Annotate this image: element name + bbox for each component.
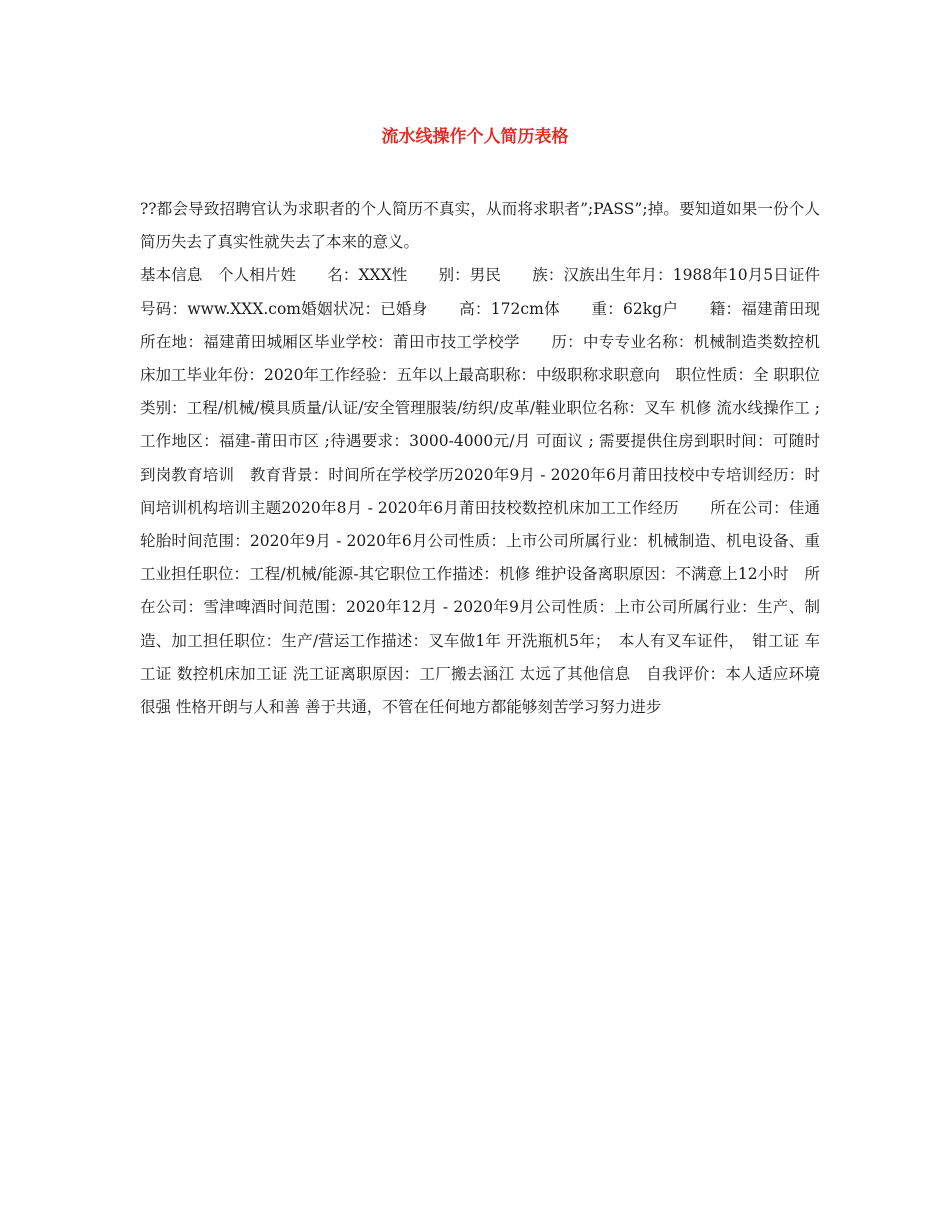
intro-paragraph: ??都会导致招聘官认为求职者的个人简历不真实，从而将求职者”;PASS”;掉。要知道如果一份个人简历失去了真实性就失去了本来的意义。 [140,200,820,252]
resume-content-paragraph: 基本信息 个人相片姓 名：XXX性 别：男民 族：汉族出生年月：1988年10月5日证件号码：www.XXX.com婚姻状况：已婚身 高：172cm体 重：62kg户 籍：福建莆田现所在地：福建莆田城厢区毕业学校：莆田市技工学校学 历：中专专业名称：机械制造类数控机床加工毕业年份：2020年工作经验：五年以上最高职称：中级职称求职意向 职位性质：全 职职位类别：工程/机械/模具质量/认证/安全管理服装/纺织/皮革/鞋业职位名称：叉车 机修 流水线操作工 ;工作地区：福建-莆田市区 ;待遇要求：3000-4000元/月 可面议 ; 需要提供住房到职时间：可随时到岗教育培训 教育背景：时间所在学校学历2020年9月 - 2020年6月莆田技校中专培训经历：时间培训机构培训主题2020年8月 - 2020年6月莆田技校数控机床加工工作经历 所在公司：佳通轮胎时间范围：2020年9月 - 2020年6月公司性质：上市公司所属行业：机械制造、机电设备、重工业担任职位：工程/机械/能源-其它职位工作描述：机修 维护设备离职原因：不满意上12小时 所在公司：雪津啤酒时间范围：2020年12月 - 2020年9月公司性质：上市公司所属行业：生产、制造、加工担任职位：生产/营运工作描述：叉车做1年 开洗瓶机5年； 本人有叉车证件， 钳工证 车工证 数控机床加工证 洗工证离职原因：工厂搬去涵江 太远了其他信息 自我评价：本人适应环境很强 性格开朗与人和善 善于共通，不管在任何地方都能够刻苦学习努力进步 [140,266,820,717]
document-body [140,193,820,724]
document-title: 流水线操作个人简历表格 [381,127,569,147]
